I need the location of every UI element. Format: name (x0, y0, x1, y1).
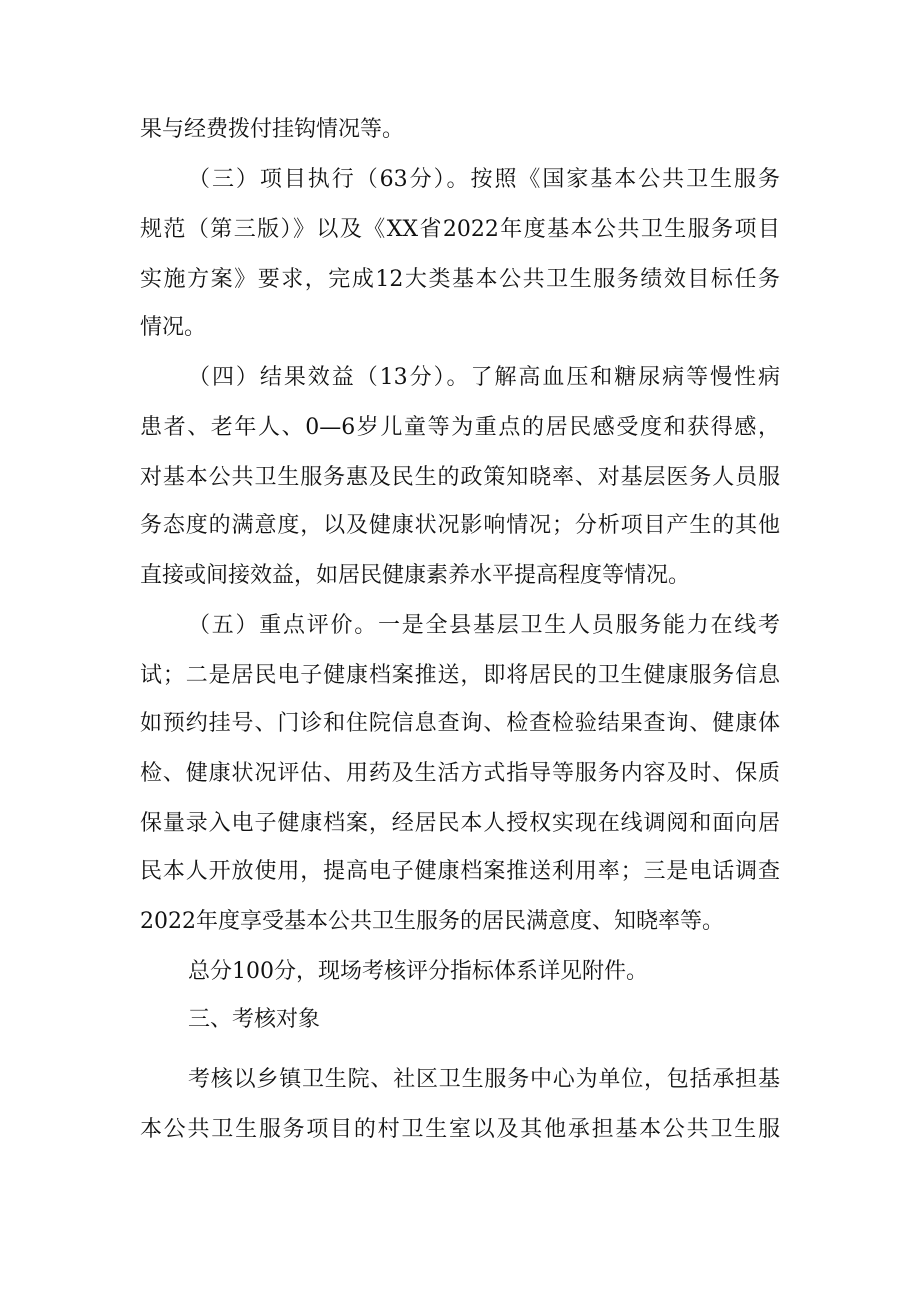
text-line: 务态度的满意度，以及健康状况影响情况；分析项目产生的其他 (140, 513, 780, 538)
text-line: 如预约挂号、门诊和住院信息查询、检查检验结果查询、健康体 (140, 711, 780, 736)
text-line: 果与经费拨付挂钩情况等。 (140, 117, 405, 142)
text-line: 检、健康状况评估、用药及生活方式指导等服务内容及时、保质 (140, 761, 780, 786)
text-line: 情况。 (140, 315, 207, 340)
text-line: 民本人开放使用，提高电子健康档案推送利用率；三是电话调查 (140, 859, 780, 884)
text-line: 对基本公共卫生服务惠及民生的政策知晓率、对基层医务人员服 (140, 465, 780, 490)
text-line: 保量录入电子健康档案，经居民本人授权实现在线调阅和面向居 (140, 811, 780, 836)
text-line: （三）项目执行（63分）。按照《国家基本公共卫生服务 (188, 167, 780, 192)
text-line: （五）重点评价。一是全县基层卫生人员服务能力在线考 (188, 613, 780, 638)
section-title: 三、考核对象 (188, 1007, 321, 1032)
text-line: 试；二是居民电子健康档案推送，即将居民的卫生健康服务信息 (140, 663, 780, 688)
text-line: 实施方案》要求，完成12大类基本公共卫生服务绩效目标任务 (140, 267, 780, 292)
text-line: （四）结果效益（13分）。了解高血压和糖尿病等慢性病 (188, 365, 780, 390)
text-line: 考核以乡镇卫生院、社区卫生服务中心为单位，包括承担基 (188, 1067, 780, 1092)
text-line: 本公共卫生服务项目的村卫生室以及其他承担基本公共卫生服 (140, 1117, 780, 1142)
text-line: 2022年度享受基本公共卫生服务的居民满意度、知晓率等。 (140, 909, 724, 934)
text-line: 患者、老年人、0—6岁儿童等为重点的居民感受度和获得感， (140, 415, 780, 440)
text-line: 规范（第三版）》以及《XX省2022年度基本公共卫生服务项目 (140, 217, 780, 242)
text-line: 总分100分，现场考核评分指标体系详见附件。 (188, 959, 648, 984)
text-line: 直接或间接效益，如居民健康素养水平提高程度等情况。 (140, 563, 691, 588)
